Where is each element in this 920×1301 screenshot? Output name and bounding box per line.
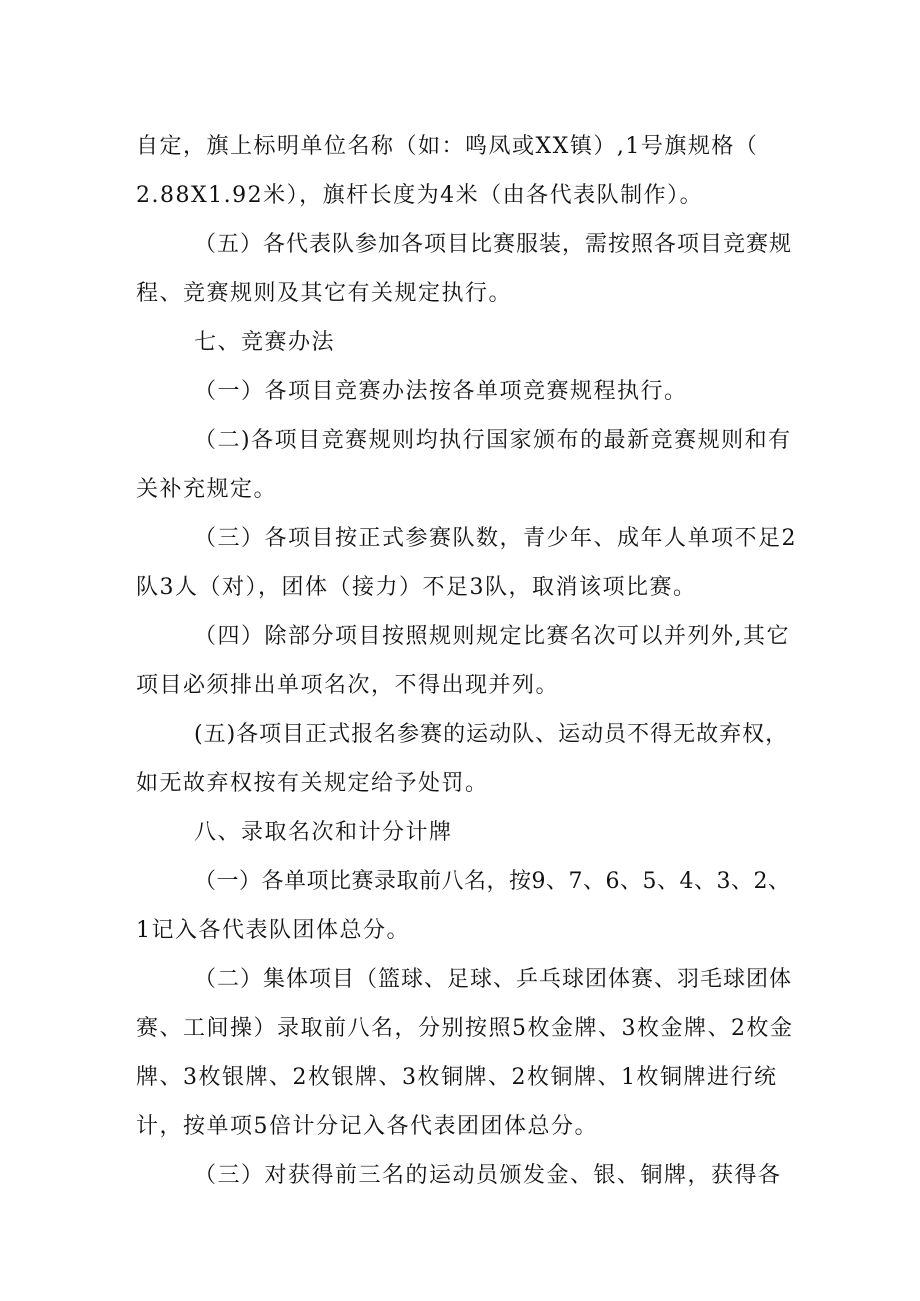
text-line: 程、竞赛规则及其它有关规定执行。 xyxy=(136,281,513,306)
text-line: 关补充规定。 xyxy=(136,477,278,502)
text-line: 七、竞赛办法 xyxy=(194,330,336,355)
text-line: （五）各代表队参加各项目比赛服装，需按照各项目竞赛规 xyxy=(194,232,793,257)
text-line: 赛、工间操）录取前八名，分别按照5枚金牌、3枚金牌、2枚金 xyxy=(136,1016,794,1041)
text-line: 2.88X1.92米），旗杆长度为4米（由各代表队制作）。 xyxy=(136,183,704,208)
text-line: (五)各项目正式报名参赛的运动队、运动员不得无故弃权， xyxy=(194,722,789,747)
text-line: （三）各项目按正式参赛队数，青少年、成年人单项不足2 xyxy=(194,526,797,551)
document-body xyxy=(136,122,796,1200)
text-line: 如无故弃权按有关规定给予处罚。 xyxy=(136,771,489,796)
text-line: （二)各项目竞赛规则均执行国家颁布的最新竞赛规则和有 xyxy=(194,428,792,453)
text-line: 八、录取名次和计分计牌 xyxy=(194,820,453,845)
text-line: （三）对获得前三名的运动员颁发金、银、铜牌，获得各 xyxy=(194,1163,782,1188)
text-line: 项目必须排出单项名次，不得出现并列。 xyxy=(136,673,560,698)
text-line: （一）各单项比赛录取前八名，按9、7、6、5、4、3、2、 xyxy=(194,869,791,894)
text-line: 自定，旗上标明单位名称（如：鸣凤或XX镇）,1号旗规格（ xyxy=(136,134,759,159)
text-line: 1记入各代表队团体总分。 xyxy=(136,918,410,943)
text-line: 队3人（对），团体（接力）不足3队，取消该项比赛。 xyxy=(136,575,697,600)
text-line: 计，按单项5倍计分记入各代表团团体总分。 xyxy=(136,1114,598,1139)
text-line: （二）集体项目（篮球、足球、乒乓球团体赛、羽毛球团体 xyxy=(194,967,793,992)
text-line: 牌、3枚银牌、2枚银牌、3枚铜牌、2枚铜牌、1枚铜牌进行统 xyxy=(136,1065,778,1090)
text-line: （一）各项目竞赛办法按各单项竞赛规程执行。 xyxy=(194,379,688,404)
text-line: （四）除部分项目按照规则规定比赛名次可以并列外,其它 xyxy=(194,624,790,649)
